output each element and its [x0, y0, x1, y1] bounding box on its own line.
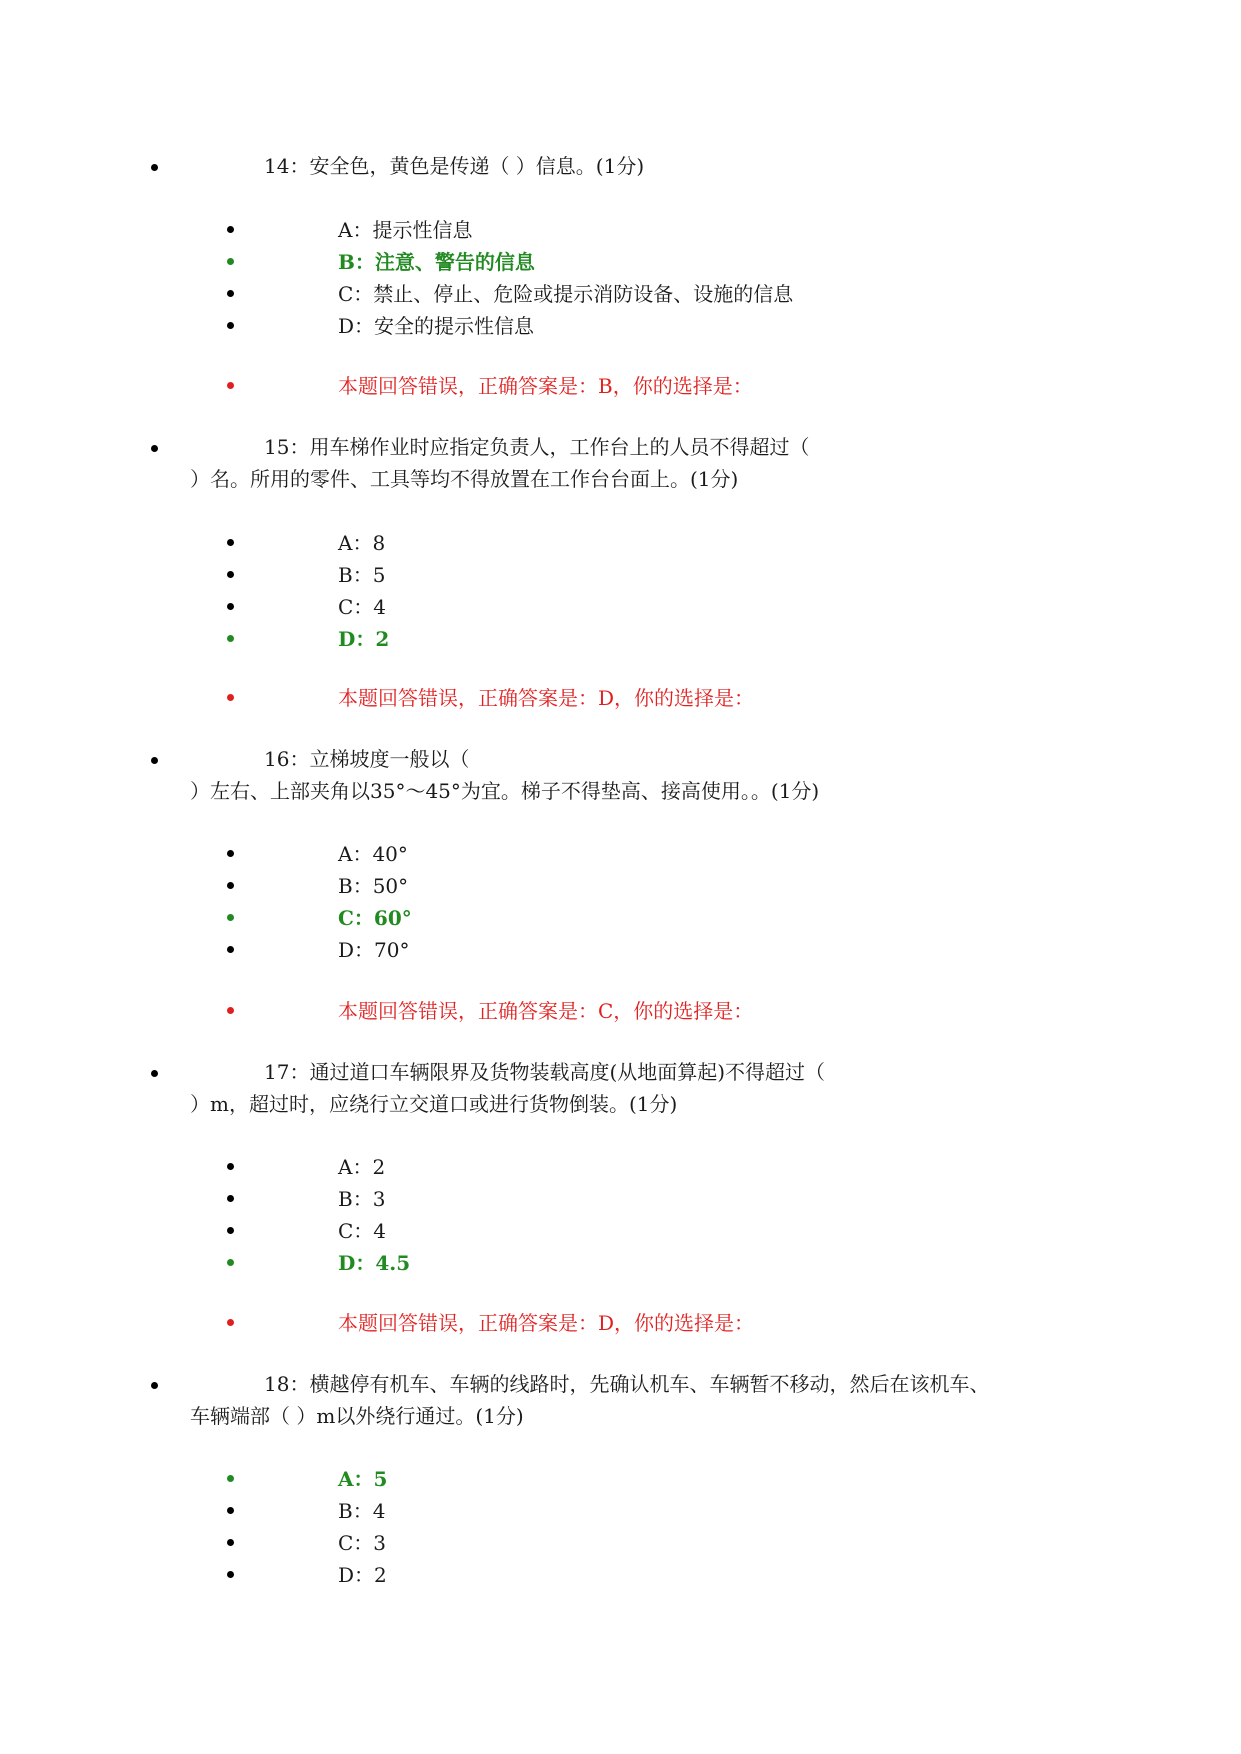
option-label: B：50°: [338, 874, 409, 898]
option-a: [0, 214, 1241, 246]
question-text: 15：用车梯作业时应指定负责人，工作台上的人员不得超过（: [264, 435, 810, 459]
option-b: [0, 870, 1241, 902]
option-a: [0, 1151, 1241, 1183]
option-label: B：4: [338, 1499, 386, 1523]
option-label: D：4.5: [338, 1251, 411, 1275]
feedback-text: 本题回答错误，正确答案是：D，你的选择是：: [338, 1311, 755, 1335]
option-bullet: [227, 322, 234, 329]
question-bullet: [151, 757, 158, 764]
question-bullet: [151, 164, 158, 171]
question-text-continued: ）左右、上部夹角以35°～45°为宜。梯子不得垫高、接高使用。。(1分): [190, 779, 820, 803]
option-bullet: [227, 571, 234, 578]
option-c: [0, 278, 1241, 310]
question-bullet: [151, 1382, 158, 1389]
option-bullet: [227, 1259, 234, 1266]
option-label: A：8: [338, 531, 386, 555]
option-label: C：4: [338, 595, 387, 619]
option-label: C：禁止、停止、危险或提示消防设备、设施的信息: [338, 282, 794, 306]
option-bullet: [227, 914, 234, 921]
option-bullet: [227, 1571, 234, 1578]
option-d: [0, 623, 1241, 655]
option-bullet: [227, 1195, 234, 1202]
option-label: D：2: [338, 1563, 387, 1587]
question-text: 16：立梯坡度一般以（: [264, 747, 470, 771]
option-label: A：提示性信息: [338, 218, 473, 242]
option-label: A：40°: [338, 842, 408, 866]
option-d: [0, 934, 1241, 966]
option-d: [0, 1247, 1241, 1279]
question-text: 18：横越停有机车、车辆的线路时，先确认机车、车辆暂不移动，然后在该机车、: [264, 1372, 990, 1396]
option-d: [0, 1559, 1241, 1591]
option-label: A：5: [338, 1467, 388, 1491]
option-bullet: [227, 258, 234, 265]
option-label: C：3: [338, 1531, 387, 1555]
feedback-bullet: [227, 1319, 234, 1326]
option-c: [0, 902, 1241, 934]
option-b: [0, 246, 1241, 278]
answer-feedback: [0, 370, 1241, 402]
question-bullet: [151, 445, 158, 452]
option-label: C：4: [338, 1219, 387, 1243]
option-label: D：2: [338, 627, 390, 651]
question-text-continued: ）m，超过时，应绕行立交道口或进行货物倒装。(1分): [190, 1092, 678, 1116]
option-bullet: [227, 1475, 234, 1482]
option-label: D：安全的提示性信息: [338, 314, 535, 338]
answer-feedback: [0, 995, 1241, 1027]
option-bullet: [227, 226, 234, 233]
option-bullet: [227, 1539, 234, 1546]
feedback-bullet: [227, 694, 234, 701]
option-b: [0, 1495, 1241, 1527]
question-text: 14：安全色，黄色是传递（ ）信息。(1分): [264, 154, 645, 178]
option-bullet: [227, 603, 234, 610]
option-a: [0, 838, 1241, 870]
option-bullet: [227, 539, 234, 546]
option-b: [0, 1183, 1241, 1215]
question-text: 17：通过道口车辆限界及货物装载高度(从地面算起)不得超过（: [264, 1060, 826, 1084]
answer-feedback: [0, 682, 1241, 714]
feedback-bullet: [227, 382, 234, 389]
option-a: [0, 1463, 1241, 1495]
question-bullet: [151, 1070, 158, 1077]
option-label: A：2: [338, 1155, 386, 1179]
option-label: D：70°: [338, 938, 410, 962]
option-label: B：注意、警告的信息: [338, 250, 535, 274]
feedback-text: 本题回答错误，正确答案是：C，你的选择是：: [338, 999, 754, 1023]
option-bullet: [227, 1507, 234, 1514]
option-bullet: [227, 1163, 234, 1170]
question-text-continued: 车辆端部（ ）m以外绕行通过。(1分): [190, 1404, 524, 1428]
option-label: B：5: [338, 563, 386, 587]
option-d: [0, 310, 1241, 342]
option-c: [0, 1527, 1241, 1559]
option-bullet: [227, 290, 234, 297]
option-bullet: [227, 882, 234, 889]
option-a: [0, 527, 1241, 559]
option-bullet: [227, 1227, 234, 1234]
option-label: C：60°: [338, 906, 412, 930]
feedback-bullet: [227, 1007, 234, 1014]
option-label: B：3: [338, 1187, 386, 1211]
question-text-continued: ）名。所用的零件、工具等均不得放置在工作台台面上。(1分): [190, 467, 739, 491]
option-b: [0, 559, 1241, 591]
option-bullet: [227, 635, 234, 642]
option-bullet: [227, 850, 234, 857]
feedback-text: 本题回答错误，正确答案是：B，你的选择是：: [338, 374, 753, 398]
answer-feedback: [0, 1307, 1241, 1339]
option-c: [0, 1215, 1241, 1247]
option-c: [0, 591, 1241, 623]
feedback-text: 本题回答错误，正确答案是：D，你的选择是：: [338, 686, 755, 710]
option-bullet: [227, 946, 234, 953]
